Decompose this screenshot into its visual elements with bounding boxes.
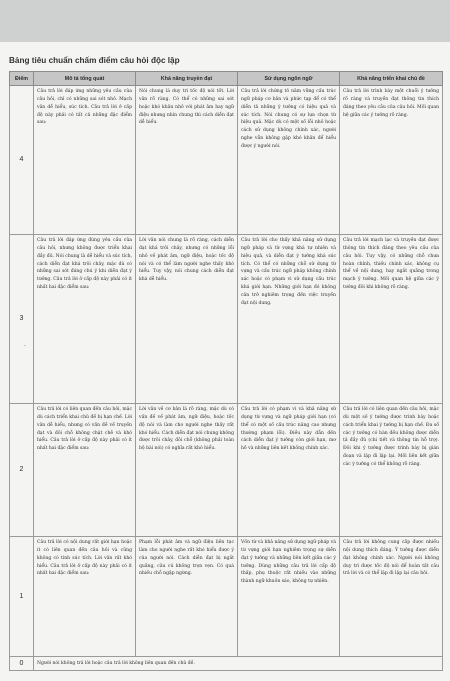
delivery-cell: Lời văn về cơ bản là rõ ràng, mặc dù có vấn đề về phát âm, ngữ điệu, hoặc tốc độ nói và làm cho người nghe thấy rất khó hiểu. Cách diễn đạt nói chung không được trôi chảy, đôi chỗ (không phải toàn bộ bài nói) có nghĩa rất khó hiểu.: [136, 404, 238, 537]
header-general: Mô tả tổng quát: [34, 72, 136, 86]
score-cell: 1: [10, 537, 34, 657]
header-language: Sử dụng ngôn ngữ: [238, 72, 340, 86]
score-cell: 4: [10, 86, 34, 235]
topic-cell: Câu trả lời có liên quan đến câu hỏi, mặc dù một số ý tưởng được trình bày hoặc cách triển khai ý tưởng bị hạn chế. Đa số các ý tưởng có bàn đều không được diễn tả đầy đủ (chi tiết và thông tin hỗ trợ). Đôi khi ý tưởng được trình bày bị gián đoạn và lặp đi lặp lại. Mối liên kết giữa các ý tưởng có thể không rõ ràng.: [340, 404, 443, 537]
delivery-cell: Phạm lỗi phát âm và ngữ điệu liên tục làm cho người nghe rất khó hiểu được ý của người nói. Cách diễn đạt bị ngắt quãng, câu cú không trọn vẹn. Có quá nhiều chỗ ngập ngừng.: [136, 537, 238, 657]
topic-cell: Câu trả lời không cung cấp được nhiều nội dung thích đáng. Ý tưởng được diễn đạt không chính xác. Người nói không duy trì được tốc độ nói để hoàn tất câu trả lời và có thể lặp đi lặp lại câu hỏi.: [340, 537, 443, 657]
scoring-table: [9, 71, 443, 671]
delivery-cell: Nói chung là duy trì tốc độ nói tốt. Lời văn rõ ràng. Có thể có những sai sót hoặc khó khăn nhỏ với phát âm hay ngữ điệu nhưng nhìn chung thì cách diễn đạt dễ hiểu.: [136, 86, 238, 235]
score-cell: 2: [10, 404, 34, 537]
general-cell: Câu trả lời có nội dung rất giới hạn hoặc ít có liên quan đến câu hỏi và cũng không có tính súc tích. Lời văn rất khó hiểu. Câu trả lời ở cấp độ này phải có ít nhất hai đặc điểm sau:: [34, 537, 136, 657]
page-header-band: [0, 0, 450, 42]
score-cell: 3: [10, 235, 34, 404]
topic-cell: Câu trả lời mạch lạc và truyền đạt được thông tin thích đáng theo yêu cầu của câu hỏi. Tuy vậy, có những chỗ chưa hoàn chỉnh, thiếu chính xác, không cụ thể về nội dung, hay ngắt quãng trong mạch ý tưởng. Mối quan hệ giữa các ý tưởng đôi khi không rõ ràng.: [340, 235, 443, 404]
language-cell: Câu trả lời cho thấy khả năng sử dụng ngữ pháp và từ vựng khá tự nhiên và hiệu quả, và diễn đạt ý tưởng khá súc tích. Có thể có những chỗ sử dụng từ vựng và cấu trúc ngữ pháp không chính xác hoặc có phạm vi sử dụng cấu trúc khá giới hạn. Những giới hạn đó không cản trở nghiêm trọng đến việc truyền đạt nội dung.: [238, 235, 340, 404]
general-cell: Câu trả lời có liên quan đến câu hỏi, mặc dù cách triển khai chủ đề bị hạn chế. Lời văn dễ hiểu, nhưng có vấn đề về truyền đạt và đôi chỗ không chặt chẽ và khó hiểu. Câu trả lời ở cấp độ này phải có ít nhất hai đặc điểm sau:: [34, 404, 136, 537]
general-cell: Câu trả lời đáp ứng những yêu cầu của câu hỏi, chỉ có những sai sót nhỏ. Mạch văn dễ hiểu, súc tích. Câu trả lời ở cấp độ này phải có tất cả những đặc điểm sau:: [34, 86, 136, 235]
stray-mark: .: [24, 341, 26, 348]
zero-description-cell: Người nói không trả lời hoặc câu trả lời không liên quan đến chủ đề.: [34, 657, 443, 671]
table-row: [10, 235, 443, 404]
table-row-zero: [10, 657, 443, 671]
table-row: [10, 537, 443, 657]
table-header-row: [10, 72, 443, 86]
score-cell: 0: [10, 657, 34, 671]
general-cell: Câu trả lời đáp ứng đúng yêu cầu của câu hỏi, nhưng không được triển khai đầy đủ. Nói chung là dễ hiểu và súc tích, cách diễn đạt khá trôi chảy, mặc dù có những sai sót đáng chú ý khi diễn đạt ý tưởng. Câu trả lời ở cấp độ này phải có ít nhất hai đặc điểm sau:: [34, 235, 136, 404]
language-cell: Câu trả lời có phạm vi và khả năng sử dụng từ vựng và ngữ pháp giới hạn (có thể có một số cấu trúc nâng cao nhưng thường phạm lỗi). Điều này dẫn đến cách diễn đạt ý tưởng còn giới hạn, mơ hồ và những liên kết không chính xác.: [238, 404, 340, 537]
language-cell: Câu trả lời chứng tỏ năm vững cấu trúc ngữ pháp cơ bản và phức tạp để có thể diễn tả những ý tưởng có hiệu quả và súc tích. Nói chung có sự lựa chọn từ hiệu quả. Mặc dù có một số lỗi nhỏ hoặc cách sử dụng không chính xác, người nghe vẫn không gặp khó khăn để hiểu được ý người nói.: [238, 86, 340, 235]
table-title: Bảng tiêu chuẩn chấm điểm câu hỏi độc lập: [9, 56, 180, 65]
table-row: [10, 86, 443, 235]
table-row: [10, 404, 443, 537]
delivery-cell: Lời văn nói chung là rõ ràng, cách diễn đạt khá trôi chảy, nhưng có những lỗi nhỏ về phát âm, ngữ điệu, hoặc tốc độ nói và có thể làm người nghe thấy khó hiểu. Tuy vậy, nói chung cách diễn đạt khá dễ hiểu.: [136, 235, 238, 404]
header-delivery: Khả năng truyền đạt: [136, 72, 238, 86]
header-score: Điểm: [10, 72, 34, 86]
header-topic: Khả năng triển khai chủ đề: [340, 72, 443, 86]
language-cell: Vốn từ và khả năng sử dụng ngữ pháp và từ vựng giới hạn nghiêm trọng sự diễn đạt ý tưởng và những liên kết giữa các ý tưởng. Dùng những câu trả lời cấp độ thấp, phụ thuộc rất nhiều vào những thành ngữ khuôn sáo, không tự nhiên.: [238, 537, 340, 657]
topic-cell: Câu trả lời trình bày một chuỗi ý tưởng rõ ràng và truyền đạt thông tin thích đáng theo yêu cầu của câu hỏi. Mối quan hệ giữa các ý tưởng rõ ràng.: [340, 86, 443, 235]
